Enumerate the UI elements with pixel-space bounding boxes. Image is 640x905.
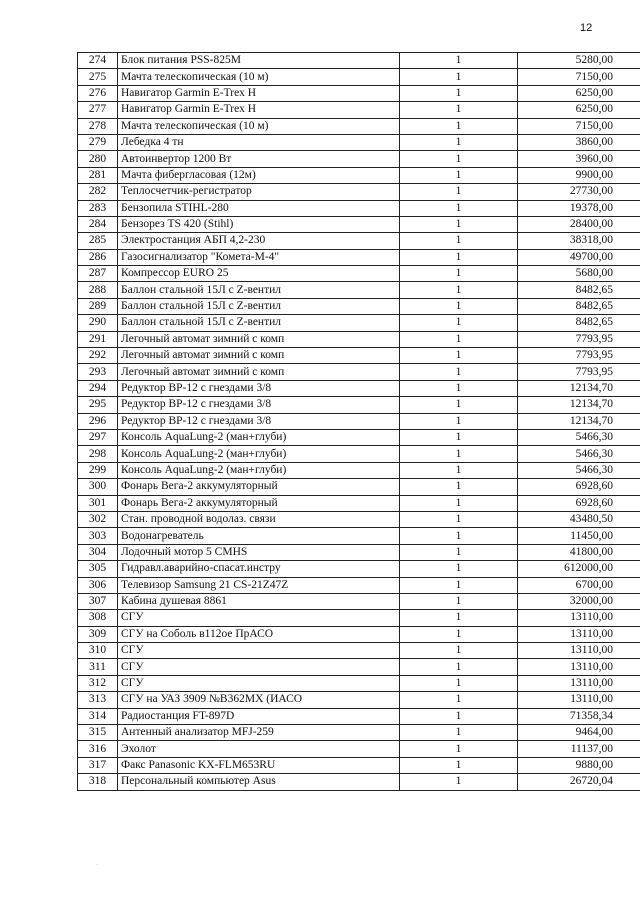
- quantity-cell: 1: [400, 511, 518, 527]
- row-number-cell: 284: [78, 216, 118, 232]
- table-row: [78, 511, 640, 527]
- price-cell: 7150,00: [518, 69, 640, 85]
- row-number-cell: 307: [78, 593, 118, 609]
- row-number-cell: 278: [78, 118, 118, 134]
- quantity-cell: 1: [400, 610, 518, 626]
- table-row: [78, 315, 640, 331]
- item-name-cell: Консоль AquaLung-2 (ман+глуби): [118, 446, 400, 462]
- quantity-cell: 1: [400, 528, 518, 544]
- row-number-cell: 314: [78, 708, 118, 724]
- quantity-cell: 1: [400, 675, 518, 691]
- item-name-cell: Водонагреватель: [118, 528, 400, 544]
- table-row: [78, 53, 640, 69]
- price-cell: 5280,00: [518, 53, 640, 69]
- row-number-cell: 275: [78, 69, 118, 85]
- price-cell: 5680,00: [518, 266, 640, 282]
- row-number-cell: 300: [78, 479, 118, 495]
- table-row: [78, 774, 640, 790]
- row-number-cell: 309: [78, 626, 118, 642]
- price-cell: 612000,00: [518, 561, 640, 577]
- table-row: [78, 462, 640, 478]
- table-row: [78, 364, 640, 380]
- row-number-cell: 292: [78, 348, 118, 364]
- item-name-cell: Лебедка 4 тн: [118, 134, 400, 150]
- item-name-cell: Эхолот: [118, 741, 400, 757]
- row-number-cell: 317: [78, 757, 118, 773]
- quantity-cell: 1: [400, 413, 518, 429]
- row-number-cell: 305: [78, 561, 118, 577]
- quantity-cell: 1: [400, 53, 518, 69]
- item-name-cell: СГУ на УАЗ 3909 №В362МХ (ИАСО: [118, 692, 400, 708]
- row-number-cell: 298: [78, 446, 118, 462]
- item-name-cell: Легочный автомат зимний с комп: [118, 348, 400, 364]
- quantity-cell: 1: [400, 725, 518, 741]
- price-cell: 11137,00: [518, 741, 640, 757]
- price-cell: 7150,00: [518, 118, 640, 134]
- table-row: [78, 348, 640, 364]
- table-row: [78, 479, 640, 495]
- price-cell: 12134,70: [518, 413, 640, 429]
- price-cell: 49700,00: [518, 249, 640, 265]
- quantity-cell: 1: [400, 216, 518, 232]
- table-row: [78, 577, 640, 593]
- quantity-cell: 1: [400, 544, 518, 560]
- price-cell: 6250,00: [518, 102, 640, 118]
- table-row: [78, 167, 640, 183]
- quantity-cell: 1: [400, 397, 518, 413]
- table-row: [78, 184, 640, 200]
- item-name-cell: СГУ на Соболь в112ое ПрАСО: [118, 626, 400, 642]
- table-row: [78, 331, 640, 347]
- price-cell: 7793,95: [518, 364, 640, 380]
- table-row: [78, 118, 640, 134]
- price-cell: 13110,00: [518, 692, 640, 708]
- row-number-cell: 291: [78, 331, 118, 347]
- price-cell: 5466,30: [518, 429, 640, 445]
- item-name-cell: Гидравл.аварийно-спасат.инстру: [118, 561, 400, 577]
- table-row: [78, 610, 640, 626]
- quantity-cell: 1: [400, 167, 518, 183]
- table-row: [78, 69, 640, 85]
- item-name-cell: Легочный автомат зимний с комп: [118, 364, 400, 380]
- item-name-cell: Легочный автомат зимний с комп: [118, 331, 400, 347]
- row-number-cell: 276: [78, 85, 118, 101]
- table-row: [78, 102, 640, 118]
- row-number-cell: 301: [78, 495, 118, 511]
- row-number-cell: 294: [78, 380, 118, 396]
- quantity-cell: 1: [400, 118, 518, 134]
- item-name-cell: Стан. проводной водолаз. связи: [118, 511, 400, 527]
- item-name-cell: Редуктор ВР-12 с гнездами 3/8: [118, 380, 400, 396]
- price-cell: 13110,00: [518, 643, 640, 659]
- quantity-cell: 1: [400, 134, 518, 150]
- item-name-cell: Телевизор Samsung 21 CS-21Z47Z: [118, 577, 400, 593]
- quantity-cell: 1: [400, 462, 518, 478]
- price-cell: 27730,00: [518, 184, 640, 200]
- item-name-cell: Автоинвертор 1200 Вт: [118, 151, 400, 167]
- item-name-cell: Газосигнализатор "Комета-М-4": [118, 249, 400, 265]
- price-cell: 7793,95: [518, 331, 640, 347]
- row-number-cell: 310: [78, 643, 118, 659]
- row-number-cell: 277: [78, 102, 118, 118]
- price-cell: 6928,60: [518, 495, 640, 511]
- price-cell: 13110,00: [518, 626, 640, 642]
- item-name-cell: Факс Panasonic KX-FLM653RU: [118, 757, 400, 773]
- quantity-cell: 1: [400, 774, 518, 790]
- price-cell: 38318,00: [518, 233, 640, 249]
- price-cell: 71358,34: [518, 708, 640, 724]
- page-number: 12: [580, 22, 593, 34]
- item-name-cell: Электростанция АБП 4,2-230: [118, 233, 400, 249]
- table-row: [78, 741, 640, 757]
- table-row: [78, 151, 640, 167]
- table-row: [78, 626, 640, 642]
- table-row: [78, 200, 640, 216]
- item-name-cell: Навигатор Garmin E-Trex H: [118, 102, 400, 118]
- row-number-cell: 312: [78, 675, 118, 691]
- table-row: [78, 725, 640, 741]
- row-number-cell: 280: [78, 151, 118, 167]
- item-name-cell: Баллон стальной 15Л с Z-вентил: [118, 315, 400, 331]
- item-name-cell: Бензопила STIHL-280: [118, 200, 400, 216]
- quantity-cell: 1: [400, 315, 518, 331]
- row-number-cell: 290: [78, 315, 118, 331]
- table-body: [78, 53, 640, 791]
- price-cell: 5466,30: [518, 446, 640, 462]
- row-number-cell: 318: [78, 774, 118, 790]
- row-number-cell: 315: [78, 725, 118, 741]
- table-row: [78, 528, 640, 544]
- item-name-cell: Фонарь Вега-2 аккумуляторный: [118, 479, 400, 495]
- table-row: [78, 216, 640, 232]
- item-name-cell: СГУ: [118, 610, 400, 626]
- price-cell: 3860,00: [518, 134, 640, 150]
- item-name-cell: Мачта фибергласовая (12м): [118, 167, 400, 183]
- table-row: [78, 134, 640, 150]
- quantity-cell: 1: [400, 184, 518, 200]
- quantity-cell: 1: [400, 643, 518, 659]
- price-cell: 6250,00: [518, 85, 640, 101]
- quantity-cell: 1: [400, 200, 518, 216]
- quantity-cell: 1: [400, 266, 518, 282]
- quantity-cell: 1: [400, 298, 518, 314]
- price-cell: 13110,00: [518, 659, 640, 675]
- item-name-cell: Лодочный мотор 5 CMHS: [118, 544, 400, 560]
- table-row: [78, 249, 640, 265]
- quantity-cell: 1: [400, 151, 518, 167]
- table-row: [78, 266, 640, 282]
- table-row: [78, 413, 640, 429]
- row-number-cell: 297: [78, 429, 118, 445]
- price-cell: 8482,65: [518, 298, 640, 314]
- quantity-cell: 1: [400, 741, 518, 757]
- row-number-cell: 296: [78, 413, 118, 429]
- row-number-cell: 282: [78, 184, 118, 200]
- row-number-cell: 313: [78, 692, 118, 708]
- table-row: [78, 282, 640, 298]
- quantity-cell: 1: [400, 757, 518, 773]
- inventory-table: [77, 52, 640, 791]
- table-row: [78, 675, 640, 691]
- price-cell: 19378,00: [518, 200, 640, 216]
- row-number-cell: 306: [78, 577, 118, 593]
- item-name-cell: Теплосчетчик-регистратор: [118, 184, 400, 200]
- quantity-cell: 1: [400, 348, 518, 364]
- quantity-cell: 1: [400, 577, 518, 593]
- price-cell: 41800,00: [518, 544, 640, 560]
- item-name-cell: Редуктор ВР-12 с гнездами 3/8: [118, 413, 400, 429]
- quantity-cell: 1: [400, 429, 518, 445]
- item-name-cell: Консоль AquaLung-2 (ман+глуби): [118, 462, 400, 478]
- row-number-cell: 285: [78, 233, 118, 249]
- price-cell: 6928,60: [518, 479, 640, 495]
- row-number-cell: 279: [78, 134, 118, 150]
- table-row: [78, 429, 640, 445]
- table-row: [78, 757, 640, 773]
- price-cell: 28400,00: [518, 216, 640, 232]
- quantity-cell: 1: [400, 282, 518, 298]
- price-cell: 7793,95: [518, 348, 640, 364]
- row-number-cell: 311: [78, 659, 118, 675]
- quantity-cell: 1: [400, 593, 518, 609]
- price-cell: 8482,65: [518, 282, 640, 298]
- footer-mark: ·: [96, 862, 98, 868]
- price-cell: 3960,00: [518, 151, 640, 167]
- item-name-cell: Редуктор ВР-12 с гнездами 3/8: [118, 397, 400, 413]
- price-cell: 12134,70: [518, 397, 640, 413]
- table-row: [78, 233, 640, 249]
- row-number-cell: 316: [78, 741, 118, 757]
- item-name-cell: Радиостанция FT-897D: [118, 708, 400, 724]
- item-name-cell: Антенный анализатор MFJ-259: [118, 725, 400, 741]
- row-number-cell: 304: [78, 544, 118, 560]
- item-name-cell: Бензорез TS 420 (Stihl): [118, 216, 400, 232]
- table-row: [78, 397, 640, 413]
- row-number-cell: 289: [78, 298, 118, 314]
- table-row: [78, 446, 640, 462]
- price-cell: 9900,00: [518, 167, 640, 183]
- quantity-cell: 1: [400, 708, 518, 724]
- quantity-cell: 1: [400, 692, 518, 708]
- row-number-cell: 281: [78, 167, 118, 183]
- table-row: [78, 298, 640, 314]
- quantity-cell: 1: [400, 102, 518, 118]
- item-name-cell: Компрессор EURO 25: [118, 266, 400, 282]
- quantity-cell: 1: [400, 380, 518, 396]
- quantity-cell: 1: [400, 659, 518, 675]
- row-number-cell: 286: [78, 249, 118, 265]
- table-row: [78, 85, 640, 101]
- item-name-cell: Баллон стальной 15Л с Z-вентил: [118, 298, 400, 314]
- quantity-cell: 1: [400, 69, 518, 85]
- table-row: [78, 692, 640, 708]
- item-name-cell: Консоль AquaLung-2 (ман+глуби): [118, 429, 400, 445]
- table-row: [78, 495, 640, 511]
- price-cell: 9464,00: [518, 725, 640, 741]
- quantity-cell: 1: [400, 249, 518, 265]
- row-number-cell: 299: [78, 462, 118, 478]
- quantity-cell: 1: [400, 446, 518, 462]
- table-row: [78, 544, 640, 560]
- quantity-cell: 1: [400, 233, 518, 249]
- quantity-cell: 1: [400, 364, 518, 380]
- row-number-cell: 288: [78, 282, 118, 298]
- item-name-cell: Баллон стальной 15Л с Z-вентил: [118, 282, 400, 298]
- item-name-cell: Навигатор Garmin E-Trex H: [118, 85, 400, 101]
- row-number-cell: 293: [78, 364, 118, 380]
- item-name-cell: Персональный компьютер Asus: [118, 774, 400, 790]
- row-number-cell: 308: [78, 610, 118, 626]
- row-number-cell: 287: [78, 266, 118, 282]
- quantity-cell: 1: [400, 561, 518, 577]
- item-name-cell: СГУ: [118, 675, 400, 691]
- row-number-cell: 303: [78, 528, 118, 544]
- item-name-cell: Мачта телескопическая (10 м): [118, 118, 400, 134]
- price-cell: 13110,00: [518, 675, 640, 691]
- price-cell: 32000,00: [518, 593, 640, 609]
- quantity-cell: 1: [400, 331, 518, 347]
- item-name-cell: СГУ: [118, 659, 400, 675]
- price-cell: 6700,00: [518, 577, 640, 593]
- row-number-cell: 274: [78, 53, 118, 69]
- price-cell: 43480,50: [518, 511, 640, 527]
- price-cell: 8482,65: [518, 315, 640, 331]
- item-name-cell: Фонарь Вега-2 аккумуляторный: [118, 495, 400, 511]
- quantity-cell: 1: [400, 85, 518, 101]
- quantity-cell: 1: [400, 626, 518, 642]
- price-cell: 9880,00: [518, 757, 640, 773]
- table-row: [78, 380, 640, 396]
- row-number-cell: 283: [78, 200, 118, 216]
- table-row: [78, 561, 640, 577]
- price-cell: 13110,00: [518, 610, 640, 626]
- row-number-cell: 302: [78, 511, 118, 527]
- item-name-cell: СГУ: [118, 643, 400, 659]
- quantity-cell: 1: [400, 479, 518, 495]
- item-name-cell: Мачта телескопическая (10 м): [118, 69, 400, 85]
- price-cell: 11450,00: [518, 528, 640, 544]
- price-cell: 12134,70: [518, 380, 640, 396]
- table-row: [78, 708, 640, 724]
- row-number-cell: 295: [78, 397, 118, 413]
- quantity-cell: 1: [400, 495, 518, 511]
- item-name-cell: Блок питания PSS-825M: [118, 53, 400, 69]
- item-name-cell: Кабина душевая 8861: [118, 593, 400, 609]
- table-row: [78, 643, 640, 659]
- price-cell: 5466,30: [518, 462, 640, 478]
- table-row: [78, 593, 640, 609]
- table-row: [78, 659, 640, 675]
- price-cell: 26720,04: [518, 774, 640, 790]
